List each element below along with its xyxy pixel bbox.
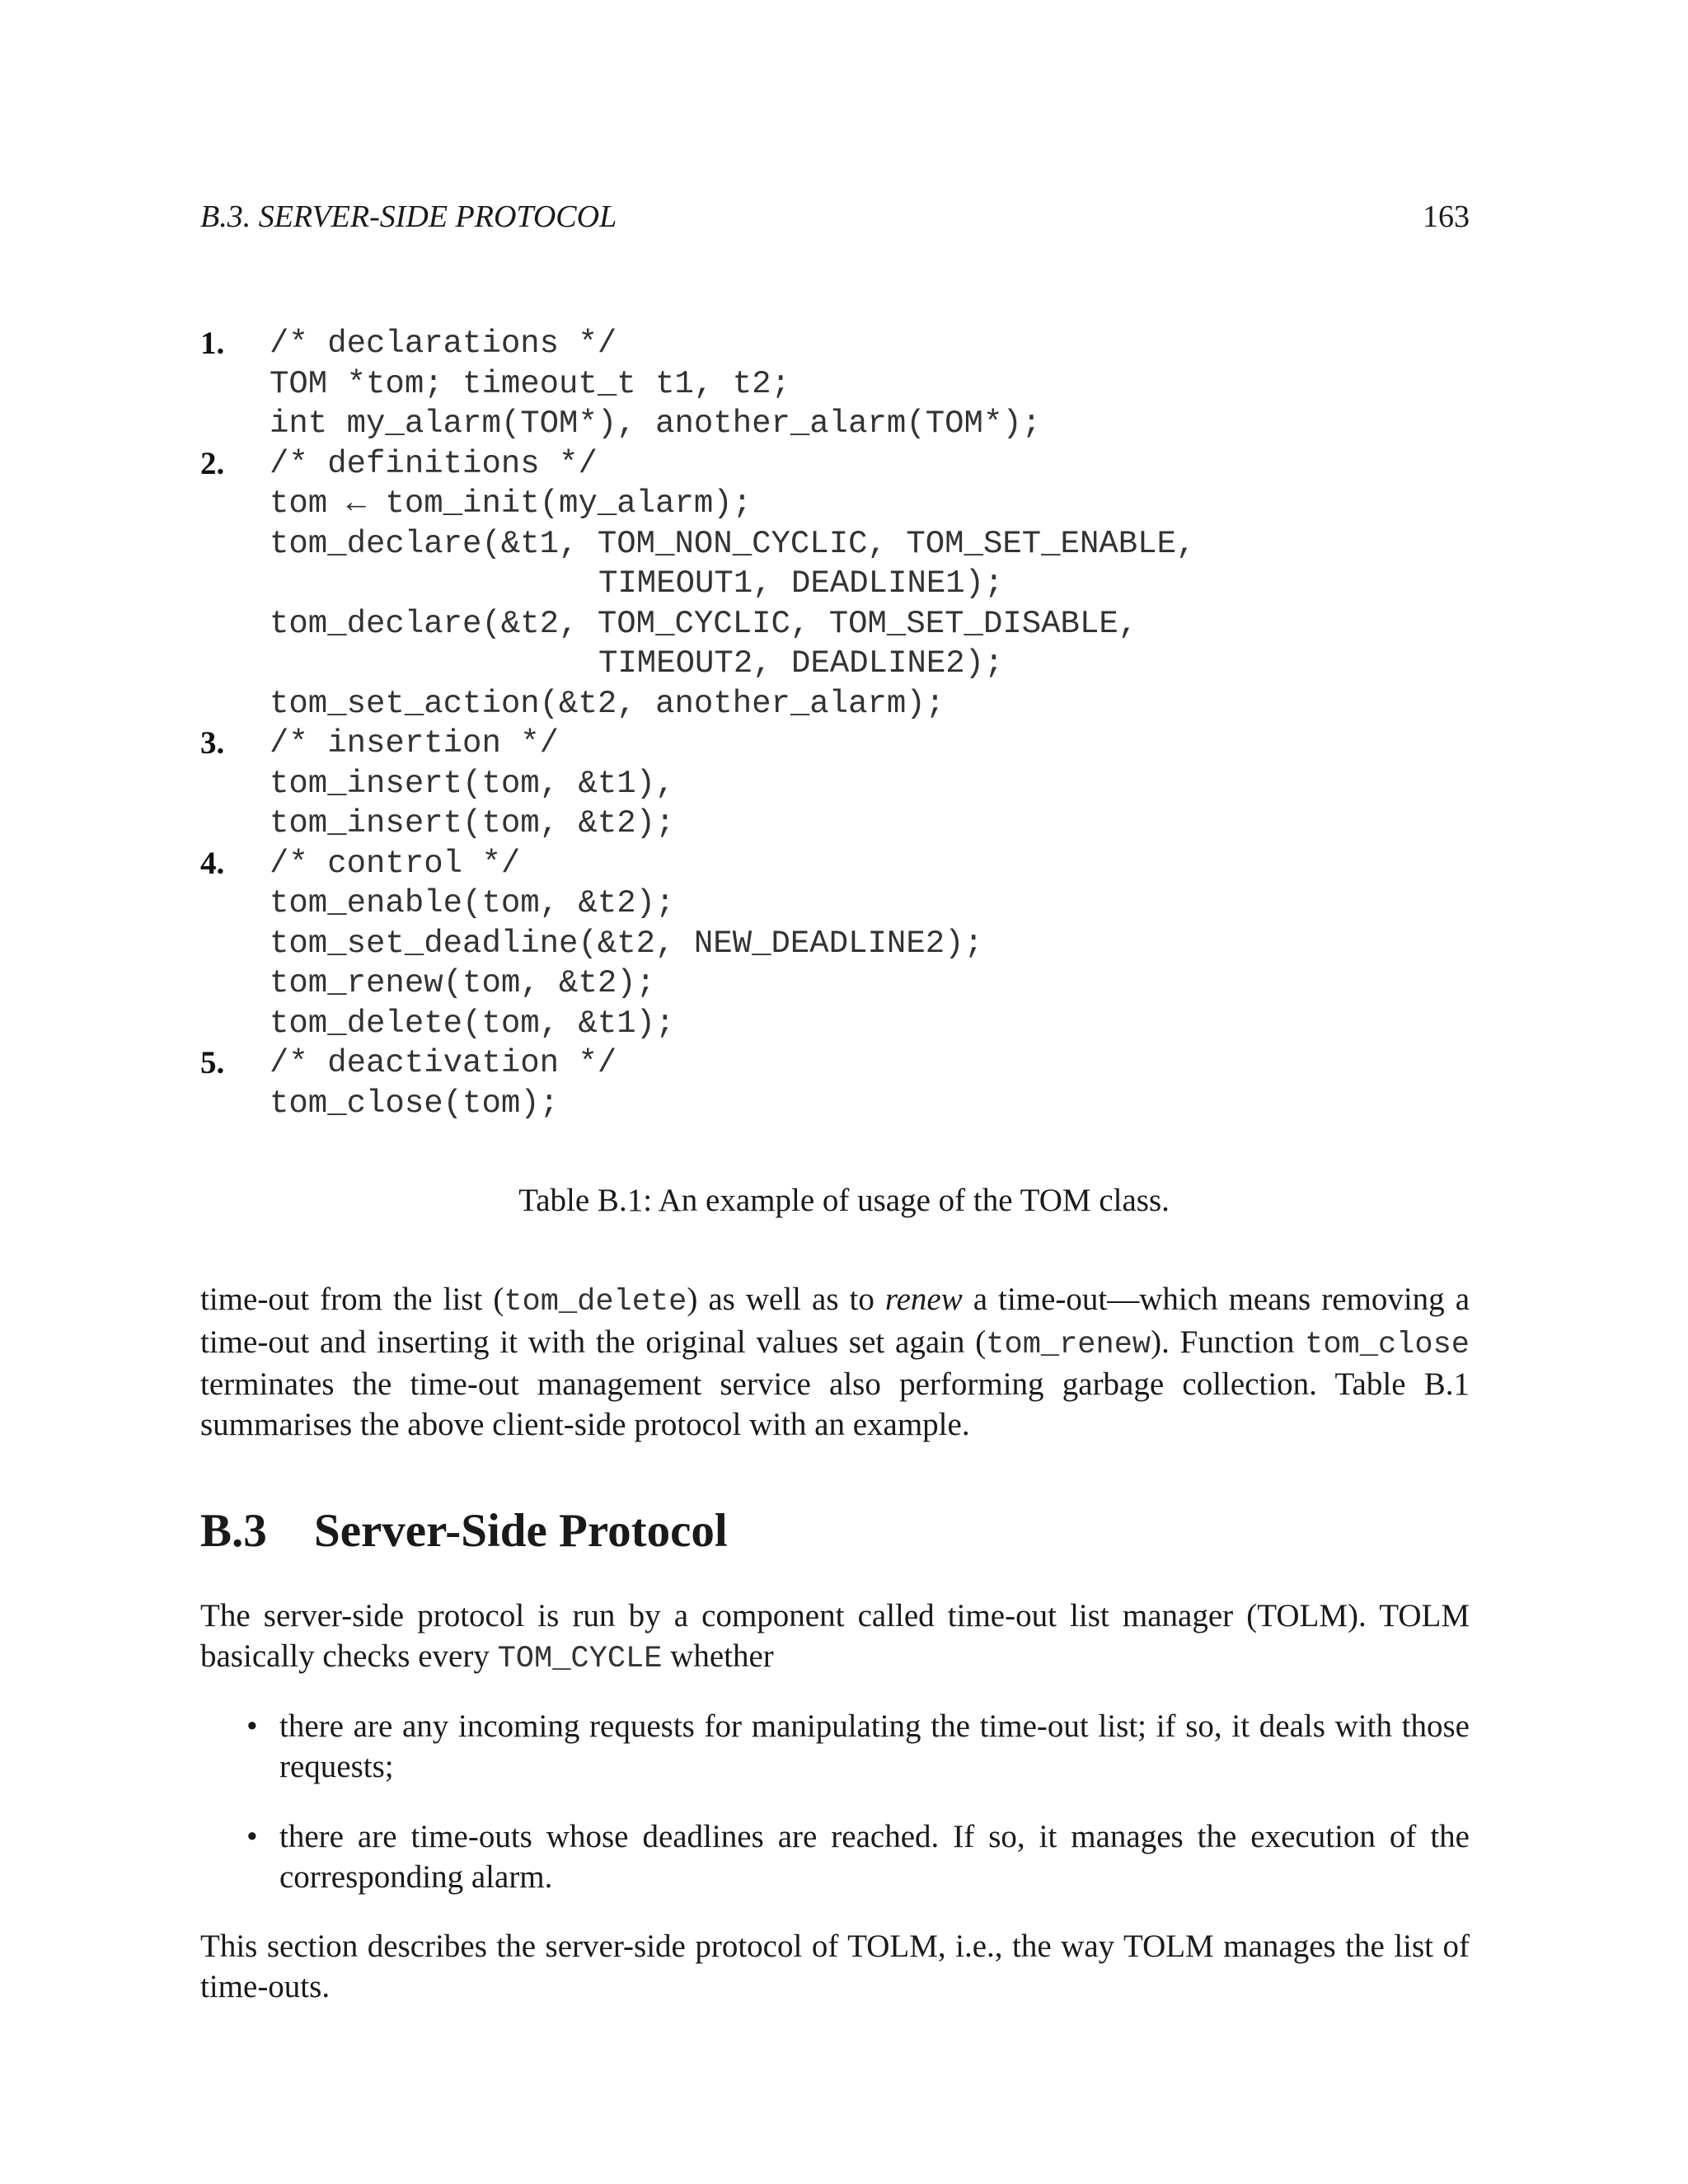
code-line — [200, 1043, 1486, 1084]
code-line — [200, 484, 1486, 524]
code-line — [200, 924, 1486, 964]
code-text: /* control */ — [270, 845, 521, 882]
code-text: /* insertion */ — [270, 725, 560, 762]
code-line — [200, 564, 1486, 604]
inline-code: TOM_CYCLE — [497, 1641, 663, 1676]
code-text: tom_insert(tom, &t1), — [270, 765, 675, 802]
code-step-number: 4. — [200, 845, 225, 881]
table-caption: Table B.1: An example of usage of the TOM class. — [518, 1183, 1170, 1218]
code-text: tom_renew(tom, &t2); — [270, 965, 656, 1001]
para-text: whether — [662, 1638, 774, 1674]
code-text: tom_declare(&t2, TOM_CYCLIC, TOM_SET_DISABLE, — [270, 605, 1138, 642]
code-line — [200, 364, 1486, 405]
code-step-number: 3. — [200, 725, 225, 761]
code-text: tom_enable(tom, &t2); — [270, 885, 675, 921]
code-line — [200, 324, 1486, 364]
bullet-text: there are time-outs whose deadlines are reached. If so, it manages the execution of the corresponding alarm. — [279, 1819, 1470, 1895]
inline-code: tom_renew — [986, 1327, 1151, 1362]
code-text: /* deactivation */ — [270, 1045, 617, 1081]
para-text: terminates the time-out management service also performing garbage collection. Table B.1 summarises the above client-side protocol with an example. — [200, 1366, 1470, 1442]
code-line — [200, 604, 1486, 644]
code-line — [200, 804, 1486, 844]
bullet-list-item — [200, 1817, 1470, 1897]
inline-code: tom_close — [1305, 1327, 1470, 1362]
section-title: Server-Side Protocol — [314, 1505, 728, 1557]
paragraph-client-protocol — [200, 1280, 1470, 1445]
bullet-list-item — [200, 1707, 1470, 1787]
code-text: tom_close(tom); — [270, 1085, 560, 1122]
code-line — [200, 644, 1486, 684]
bullet-text: there are any incoming requests for manipulating the time-out list; if so, it deals with those requests; — [279, 1708, 1470, 1784]
para-text: a time-out—which means removing a time-out and inserting it with the original values set again ( — [200, 1282, 1470, 1360]
para-text: ). Function — [1151, 1324, 1306, 1360]
code-line — [200, 1004, 1486, 1044]
code-line — [200, 404, 1486, 444]
emphasis-text: renew — [884, 1282, 963, 1317]
code-step-number: 5. — [200, 1045, 225, 1080]
code-text: tom_delete(tom, &t1); — [270, 1005, 675, 1042]
code-text: tom ← tom_init(my_alarm); — [270, 485, 753, 522]
code-step-number: 2. — [200, 445, 225, 481]
inline-code: tom_delete — [504, 1285, 687, 1319]
code-line — [200, 883, 1486, 924]
code-line — [200, 524, 1486, 565]
code-text: TIMEOUT1, DEADLINE1); — [598, 565, 1004, 602]
code-line — [200, 844, 1486, 884]
code-text: tom_set_action(&t2, another_alarm); — [270, 685, 945, 722]
code-listing — [200, 324, 1486, 1123]
bullet-icon: • — [246, 1819, 258, 1854]
para-text: ) as well as to — [687, 1282, 885, 1317]
code-text: /* definitions */ — [270, 445, 598, 482]
section-heading — [200, 1502, 728, 1560]
code-step-number: 1. — [200, 326, 225, 361]
page-number: 163 — [1423, 199, 1470, 234]
running-header — [200, 199, 1470, 240]
code-line — [200, 444, 1486, 485]
code-line — [200, 724, 1486, 764]
para-text: time-out from the list ( — [200, 1282, 504, 1317]
code-line — [200, 684, 1486, 724]
code-text: tom_set_deadline(&t2, NEW_DEADLINE2); — [270, 925, 983, 962]
code-text: TOM *tom; timeout_t t1, t2; — [270, 365, 790, 402]
paragraph-server-intro — [200, 1596, 1470, 1679]
code-text: TIMEOUT2, DEADLINE2); — [598, 645, 1004, 682]
code-text: tom_declare(&t1, TOM_NON_CYCLIC, TOM_SET_ENABLE, — [270, 525, 1196, 562]
code-text: tom_insert(tom, &t2); — [270, 805, 675, 841]
code-line — [200, 1084, 1486, 1124]
code-line — [200, 963, 1486, 1004]
code-text: /* declarations */ — [270, 326, 617, 362]
para-text: The server-side protocol is run by a component called time-out list manager (TOLM). TOLM basically checks every — [200, 1598, 1470, 1674]
running-title: B.3. SERVER-SIDE PROTOCOL — [200, 199, 617, 234]
code-line — [200, 764, 1486, 804]
bullet-icon: • — [246, 1708, 258, 1744]
code-text: int my_alarm(TOM*), another_alarm(TOM*); — [270, 405, 1042, 442]
section-number: B.3 — [200, 1505, 267, 1557]
paragraph-section-description: This section describes the server-side protocol of TOLM, i.e., the way TOLM manages the list of time-outs. — [200, 1929, 1470, 2004]
